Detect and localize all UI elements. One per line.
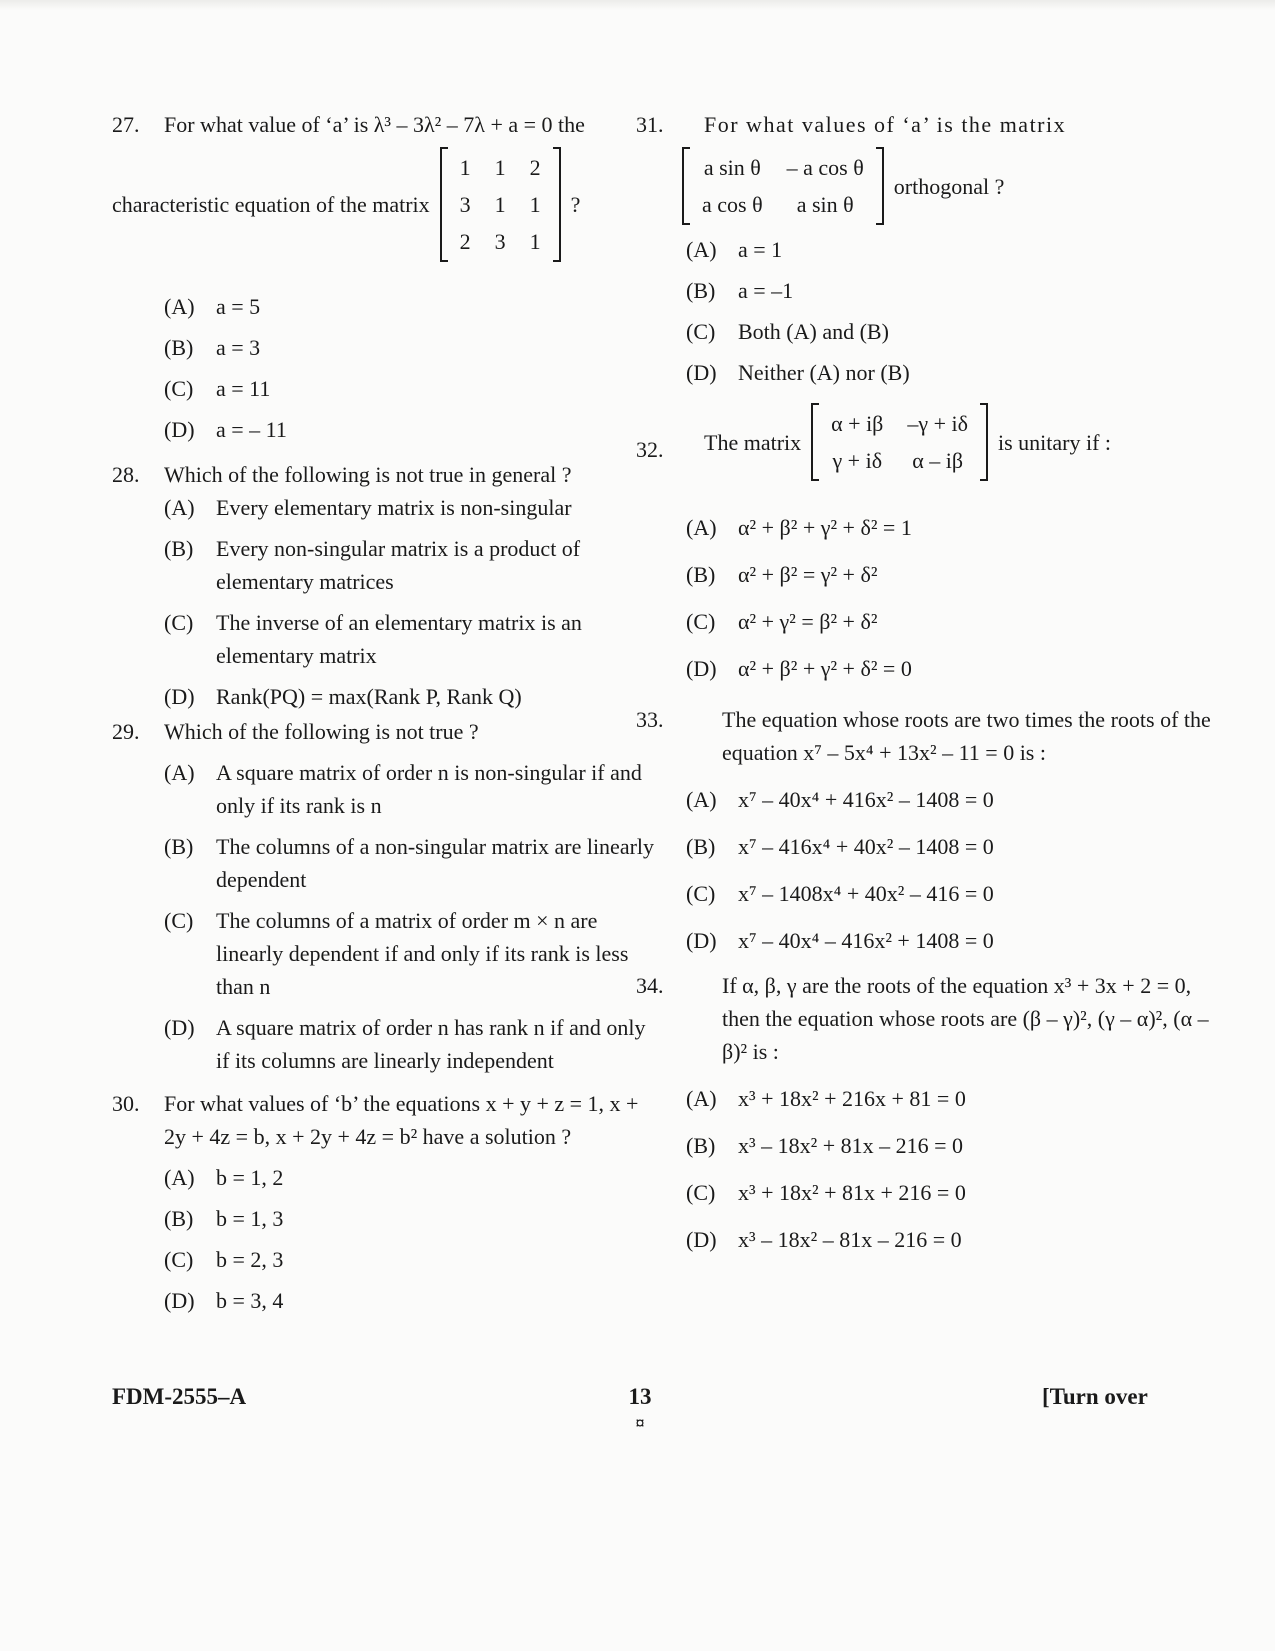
option-letter: (D) bbox=[164, 417, 195, 442]
option-c[interactable] bbox=[686, 605, 1215, 638]
matrix-cell: 2 bbox=[459, 229, 471, 254]
option-d[interactable] bbox=[686, 924, 1215, 957]
question-stem: For what values of ‘b’ the equations x + y + z = 1, x + 2y + 4z = b, x + 2y + 4z = b² have a solution ? bbox=[164, 1091, 639, 1149]
option-letter: (D) bbox=[686, 928, 717, 953]
matrix-cell: 2 bbox=[529, 155, 541, 180]
matrix-cell: γ + iδ bbox=[832, 448, 883, 473]
option-b[interactable] bbox=[686, 1129, 1215, 1162]
question-stem-continued: characteristic equation of the matrix bbox=[112, 192, 430, 217]
question-29 bbox=[112, 715, 657, 1077]
question-stem: Which of the following is not true ? bbox=[164, 719, 479, 744]
question-27 bbox=[112, 108, 657, 446]
option-d[interactable] bbox=[686, 652, 1215, 685]
option-letter: (A) bbox=[686, 515, 717, 540]
option-text: α² + γ² = β² + δ² bbox=[738, 609, 878, 634]
option-c[interactable] bbox=[686, 1176, 1215, 1209]
question-34 bbox=[636, 969, 1215, 1256]
option-letter: (A) bbox=[164, 1165, 195, 1190]
option-text: α² + β² = γ² + δ² bbox=[738, 562, 878, 587]
option-letter: (B) bbox=[686, 1133, 716, 1158]
question-31 bbox=[636, 108, 1215, 389]
option-text: a = 3 bbox=[216, 335, 261, 360]
option-text: b = 1, 3 bbox=[216, 1206, 284, 1231]
option-letter: (B) bbox=[686, 278, 716, 303]
question-33 bbox=[636, 703, 1215, 957]
page-number: 13 bbox=[628, 1384, 652, 1409]
option-b[interactable] bbox=[686, 830, 1215, 863]
option-text: A square matrix of order n has rank n if and only if its columns are linearly independent bbox=[216, 1015, 646, 1073]
option-c[interactable] bbox=[164, 606, 657, 672]
option-a[interactable] bbox=[164, 290, 657, 323]
option-text: b = 1, 2 bbox=[216, 1165, 284, 1190]
option-letter: (D) bbox=[686, 656, 717, 681]
option-c[interactable] bbox=[686, 315, 1215, 348]
option-text: x³ + 18x² + 81x + 216 = 0 bbox=[738, 1180, 966, 1205]
option-text: The inverse of an elementary matrix is an elementary matrix bbox=[216, 610, 582, 668]
option-letter: (A) bbox=[164, 760, 195, 785]
option-letter: (C) bbox=[164, 376, 194, 401]
option-letter: (C) bbox=[164, 610, 194, 635]
matrix-cell: a cos θ bbox=[702, 192, 763, 217]
option-letter: (A) bbox=[686, 1086, 717, 1111]
option-d[interactable] bbox=[164, 680, 657, 713]
option-letter: (C) bbox=[164, 908, 194, 933]
matrix-cell: a sin θ bbox=[796, 192, 854, 217]
right-column bbox=[636, 108, 1215, 1256]
option-b[interactable] bbox=[164, 1202, 657, 1235]
matrix-cell: 1 bbox=[459, 155, 471, 180]
option-d[interactable] bbox=[686, 356, 1215, 389]
question-number: 30. bbox=[112, 1091, 140, 1116]
matrix-cell: α – iβ bbox=[912, 448, 964, 473]
matrix-cell: 1 bbox=[494, 155, 506, 180]
question-number: 33. bbox=[636, 707, 664, 732]
option-a[interactable] bbox=[164, 491, 657, 524]
option-letter: (B) bbox=[164, 1206, 194, 1231]
option-text: Every elementary matrix is non-singular bbox=[216, 495, 572, 520]
option-text: Neither (A) nor (B) bbox=[738, 360, 910, 385]
matrix-2x2 bbox=[811, 403, 988, 481]
turn-over-note: [Turn over bbox=[1042, 1384, 1148, 1409]
option-letter: (D) bbox=[686, 1227, 717, 1252]
question-number: 32. bbox=[636, 437, 664, 462]
option-text: Every non-singular matrix is a product of elementary matrices bbox=[216, 536, 581, 594]
option-text: a = – 11 bbox=[216, 417, 287, 442]
option-b[interactable] bbox=[164, 532, 657, 598]
option-letter: (C) bbox=[686, 609, 716, 634]
option-a[interactable] bbox=[164, 1161, 657, 1194]
question-stem: If α, β, γ are the roots of the equation x³ + 3x + 2 = 0, then the equation whose roots are (β – γ)², (γ – α)², (α – β)² is : bbox=[722, 973, 1209, 1064]
option-letter: (C) bbox=[686, 881, 716, 906]
left-column bbox=[112, 108, 657, 1317]
option-text: x³ – 18x² + 81x – 216 = 0 bbox=[738, 1133, 964, 1158]
matrix-cell: α + iβ bbox=[831, 411, 884, 436]
option-c[interactable] bbox=[164, 372, 657, 405]
question-stem-continued: is unitary if : bbox=[998, 429, 1112, 455]
matrix-cell: –γ + iδ bbox=[907, 411, 968, 436]
option-letter: (C) bbox=[164, 1247, 194, 1272]
option-letter: (D) bbox=[164, 684, 195, 709]
matrix-cell: 3 bbox=[494, 229, 506, 254]
option-text: x³ + 18x² + 216x + 81 = 0 bbox=[738, 1086, 966, 1111]
option-c[interactable] bbox=[164, 1243, 657, 1276]
option-text: x⁷ – 40x⁴ + 416x² – 1408 = 0 bbox=[738, 787, 994, 812]
matrix-3x3 bbox=[440, 147, 561, 262]
paper-code: FDM-2555–A bbox=[112, 1384, 247, 1409]
question-number: 27. bbox=[112, 112, 140, 137]
option-text: x⁷ – 416x⁴ + 40x² – 1408 = 0 bbox=[738, 834, 994, 859]
option-a[interactable] bbox=[686, 1082, 1215, 1115]
option-b[interactable] bbox=[164, 830, 657, 896]
question-stem: The matrix bbox=[704, 429, 802, 455]
option-b[interactable] bbox=[164, 331, 657, 364]
question-number: 28. bbox=[112, 462, 140, 487]
option-letter: (A) bbox=[686, 237, 717, 262]
option-text: a = 5 bbox=[216, 294, 261, 319]
option-d[interactable] bbox=[164, 1284, 657, 1317]
question-28 bbox=[112, 458, 657, 713]
option-letter: (B) bbox=[164, 536, 194, 561]
matrix-cell: 3 bbox=[459, 192, 471, 217]
option-text: b = 2, 3 bbox=[216, 1247, 284, 1272]
option-text: x³ – 18x² – 81x – 216 = 0 bbox=[738, 1227, 962, 1252]
option-text: A square matrix of order n is non-singular if and only if its rank is n bbox=[216, 760, 642, 818]
option-text: Both (A) and (B) bbox=[738, 319, 889, 344]
option-letter: (C) bbox=[686, 319, 716, 344]
question-stem: For what values of ‘a’ is the matrix bbox=[704, 112, 1067, 137]
option-d[interactable] bbox=[164, 413, 657, 446]
option-letter: (A) bbox=[686, 787, 717, 812]
option-letter: (D) bbox=[164, 1288, 195, 1313]
question-30 bbox=[112, 1087, 657, 1317]
option-letter: (A) bbox=[164, 294, 195, 319]
option-text: x⁷ – 1408x⁴ + 40x² – 416 = 0 bbox=[738, 881, 994, 906]
question-stem: For what value of ‘a’ is λ³ – 3λ² – 7λ + a = 0 the bbox=[164, 112, 585, 137]
matrix-2x2 bbox=[682, 147, 884, 225]
option-letter: (B) bbox=[686, 834, 716, 859]
page-mark: ¤ bbox=[635, 1413, 645, 1433]
option-text: α² + β² + γ² + δ² = 0 bbox=[738, 656, 912, 681]
option-text: x⁷ – 40x⁴ – 416x² + 1408 = 0 bbox=[738, 928, 994, 953]
option-d[interactable] bbox=[686, 1223, 1215, 1256]
question-mark: ? bbox=[570, 192, 581, 217]
option-letter: (B) bbox=[164, 834, 194, 859]
option-text: a = 1 bbox=[738, 237, 783, 262]
option-letter: (D) bbox=[686, 360, 717, 385]
option-letter: (B) bbox=[686, 562, 716, 587]
option-text: The columns of a non-singular matrix are linearly dependent bbox=[216, 834, 655, 892]
option-a[interactable] bbox=[164, 756, 657, 822]
option-text: α² + β² + γ² + δ² = 1 bbox=[738, 515, 912, 540]
matrix-cell: 1 bbox=[494, 192, 506, 217]
question-stem: Which of the following is not true in general ? bbox=[164, 462, 572, 487]
matrix-cell: 1 bbox=[529, 192, 541, 217]
option-c[interactable] bbox=[164, 904, 657, 1003]
question-number: 34. bbox=[636, 973, 664, 998]
option-letter: (A) bbox=[164, 495, 195, 520]
question-number: 31. bbox=[636, 112, 664, 137]
option-text: a = –1 bbox=[738, 278, 794, 303]
option-letter: (C) bbox=[686, 1180, 716, 1205]
question-number: 29. bbox=[112, 719, 140, 744]
question-32 bbox=[636, 403, 1215, 685]
question-stem-continued: orthogonal ? bbox=[893, 173, 1005, 199]
option-a[interactable] bbox=[686, 511, 1215, 544]
question-stem: The equation whose roots are two times the roots of the equation x⁷ – 5x⁴ + 13x² – 11 = 0 is : bbox=[722, 707, 1211, 765]
matrix-cell: a sin θ bbox=[703, 155, 761, 180]
option-text: Rank(PQ) = max(Rank P, Rank Q) bbox=[216, 684, 522, 709]
option-b[interactable] bbox=[686, 274, 1215, 307]
option-a[interactable] bbox=[686, 233, 1215, 266]
matrix-cell: – a cos θ bbox=[786, 155, 864, 180]
option-text: The columns of a matrix of order m × n are linearly dependent if and only if its rank is less than n bbox=[216, 908, 629, 999]
option-letter: (B) bbox=[164, 335, 194, 360]
option-a[interactable] bbox=[686, 783, 1215, 816]
option-c[interactable] bbox=[686, 877, 1215, 910]
option-text: b = 3, 4 bbox=[216, 1288, 284, 1313]
option-text: a = 11 bbox=[216, 376, 271, 401]
scan-top-edge bbox=[0, 0, 1275, 10]
matrix-cell: 1 bbox=[529, 229, 541, 254]
option-letter: (D) bbox=[164, 1015, 195, 1040]
option-d[interactable] bbox=[164, 1011, 657, 1077]
option-b[interactable] bbox=[686, 558, 1215, 591]
